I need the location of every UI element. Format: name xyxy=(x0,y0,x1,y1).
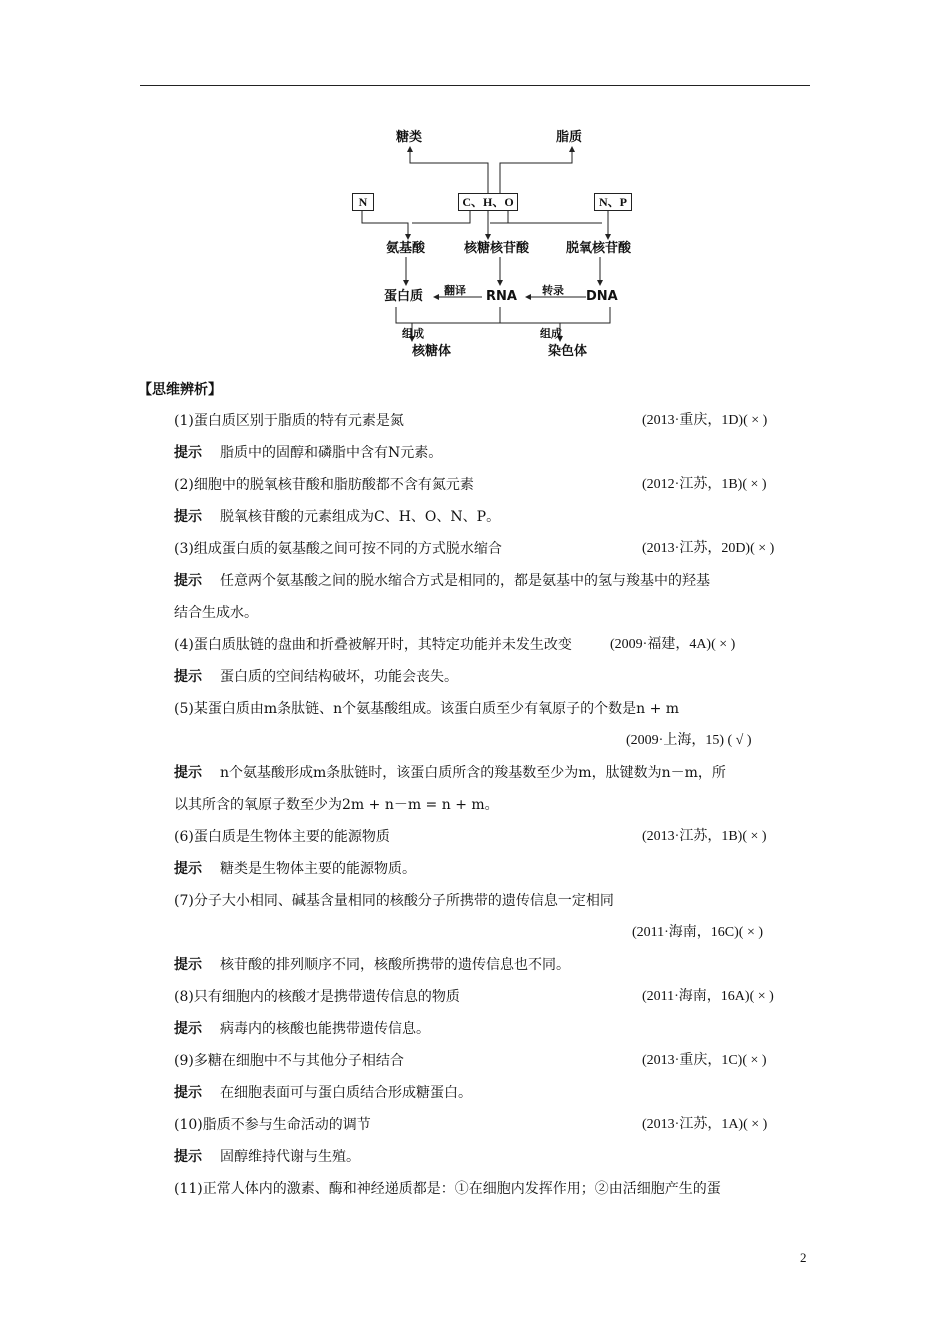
question-source: (2013·重庆，1D)( × ) xyxy=(642,413,768,428)
question-text: (6)蛋白质是生物体主要的能源物质 xyxy=(174,829,390,845)
compose-label-2: 组成 xyxy=(540,327,562,340)
question-source: (2013·江苏，20D)( × ) xyxy=(642,541,775,556)
cho-box: C、H、O xyxy=(458,193,518,211)
question-text: (9)多糖在细胞中不与其他分子相结合 xyxy=(174,1053,404,1069)
question-text: (11)正常人体内的激素、酶和神经递质都是：①在细胞内发挥作用；②由活细胞产生的蛋 xyxy=(174,1181,721,1197)
lipid-label: 脂质 xyxy=(556,130,583,145)
np-box: N、P xyxy=(594,193,632,211)
question-source: (2009·福建，4A)( × ) xyxy=(610,637,736,652)
hint-1 xyxy=(140,437,812,469)
hint-text: 结合生成水。 xyxy=(174,605,258,621)
question-source: (2009·上海，15) ( √ ) xyxy=(626,733,752,748)
deoxyribonucleotide-label: 脱氧核苷酸 xyxy=(566,241,632,256)
question-text: (8)只有细胞内的核酸才是携带遗传信息的物质 xyxy=(174,989,460,1005)
question-source: (2013·江苏，1B)( × ) xyxy=(642,829,767,844)
hint-9 xyxy=(140,1077,812,1109)
hint-label: 提示 xyxy=(174,1085,202,1101)
question-text: (7)分子大小相同、碱基含量相同的核酸分子所携带的遗传信息一定相同 xyxy=(174,893,614,909)
hint-text: 固醇维持代谢与生殖。 xyxy=(220,1149,360,1165)
question-source: (2011·海南，16A)( × ) xyxy=(642,989,774,1004)
hint-2 xyxy=(140,501,812,533)
question-text: (5)某蛋白质由m条肽链、n个氨基酸组成。该蛋白质至少有氧原子的个数是n + m xyxy=(174,701,680,717)
question-source: (2013·重庆，1C)( × ) xyxy=(642,1053,767,1068)
hint-text: 脂质中的固醇和磷脂中含有N元素。 xyxy=(220,445,443,461)
hint-text: 糖类是生物体主要的能源物质。 xyxy=(220,861,416,877)
question-5 xyxy=(140,693,812,725)
hint-label: 提示 xyxy=(174,861,202,877)
hint-text: 在细胞表面可与蛋白质结合形成糖蛋白。 xyxy=(220,1085,472,1101)
page-number: 2 xyxy=(800,1250,807,1265)
hint-label: 提示 xyxy=(174,957,202,973)
thinking-analysis-section xyxy=(140,375,812,1205)
question-text: (10)脂质不参与生命活动的调节 xyxy=(174,1117,371,1133)
hint-label: 提示 xyxy=(174,1021,202,1037)
hint-text: 病毒内的核酸也能携带遗传信息。 xyxy=(220,1021,430,1037)
hint-text: 脱氧核苷酸的元素组成为C、H、O、N、P。 xyxy=(220,509,501,525)
transcription-label: 转录 xyxy=(542,284,564,297)
hint-3-cont xyxy=(140,597,812,629)
question-9 xyxy=(140,1045,812,1077)
question-11 xyxy=(140,1173,812,1205)
hint-3 xyxy=(140,565,812,597)
hint-text: 核苷酸的排列顺序不同，核酸所携带的遗传信息也不同。 xyxy=(220,957,570,973)
hint-text: 任意两个氨基酸之间的脱水缩合方式是相同的，都是氨基中的氢与羧基中的羟基 xyxy=(220,573,710,589)
hint-8 xyxy=(140,1013,812,1045)
question-text: (1)蛋白质区别于脂质的特有元素是氮 xyxy=(174,413,404,429)
hint-label: 提示 xyxy=(174,445,202,461)
hint-label: 提示 xyxy=(174,669,202,685)
hint-text: 蛋白质的空间结构破坏，功能会丧失。 xyxy=(220,669,458,685)
hint-6 xyxy=(140,853,812,885)
sugar-label: 糖类 xyxy=(396,130,423,145)
question-text: (3)组成蛋白质的氨基酸之间可按不同的方式脱水缩合 xyxy=(174,541,502,557)
question-7 xyxy=(140,885,812,917)
question-text: (2)细胞中的脱氧核苷酸和脂肪酸都不含有氮元素 xyxy=(174,477,474,493)
hint-label: 提示 xyxy=(174,1149,202,1165)
hint-text: n个氨基酸形成m条肽链时，该蛋白质所含的羧基数至少为m，肽键数为n－m，所 xyxy=(220,765,726,781)
compose-label-1: 组成 xyxy=(402,327,424,340)
question-8 xyxy=(140,981,812,1013)
element-compound-diagram xyxy=(340,125,640,370)
header-rule xyxy=(140,85,810,86)
question-source: (2013·江苏，1A)( × ) xyxy=(642,1117,768,1132)
hint-5 xyxy=(140,757,812,789)
hint-label: 提示 xyxy=(174,765,202,781)
question-source: (2012·江苏，1B)( × ) xyxy=(642,477,767,492)
hint-5-cont xyxy=(140,789,812,821)
hint-text: 以其所含的氧原子数至少为2m + n－m = n + m。 xyxy=(174,797,499,813)
hint-4 xyxy=(140,661,812,693)
question-4 xyxy=(140,629,812,661)
question-text: (4)蛋白质肽链的盘曲和折叠被解开时，其特定功能并未发生改变 xyxy=(174,637,572,653)
question-7-source-line xyxy=(140,917,812,949)
hint-10 xyxy=(140,1141,812,1173)
question-6 xyxy=(140,821,812,853)
dna-label: DNA xyxy=(586,289,618,304)
protein-label: 蛋白质 xyxy=(384,289,424,304)
hint-label: 提示 xyxy=(174,509,202,525)
question-3 xyxy=(140,533,812,565)
rna-label: RNA xyxy=(486,289,517,304)
amino-acid-label: 氨基酸 xyxy=(386,241,426,256)
ribosome-label: 核糖体 xyxy=(412,344,452,359)
question-2 xyxy=(140,469,812,501)
chromosome-label: 染色体 xyxy=(548,344,588,359)
question-10 xyxy=(140,1109,812,1141)
ribonucleotide-label: 核糖核苷酸 xyxy=(464,241,530,256)
hint-7 xyxy=(140,949,812,981)
section-title: 【思维辨析】 xyxy=(138,382,222,398)
translation-label: 翻译 xyxy=(444,284,466,297)
hint-label: 提示 xyxy=(174,573,202,589)
n-box: N xyxy=(352,193,374,211)
question-1 xyxy=(140,405,812,437)
question-5-source-line xyxy=(140,725,812,757)
question-source: (2011·海南，16C)( × ) xyxy=(632,925,764,940)
